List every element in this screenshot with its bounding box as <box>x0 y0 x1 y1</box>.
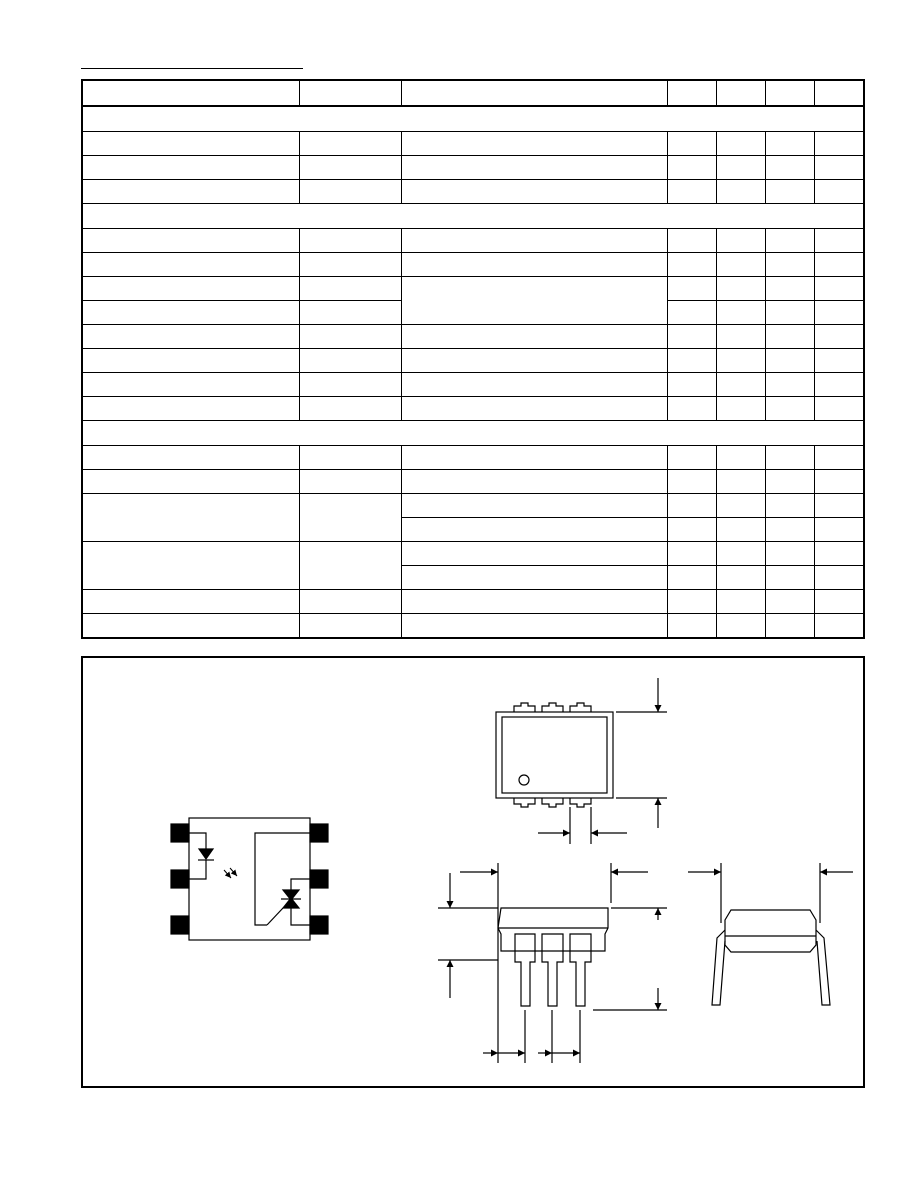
table-row <box>82 614 864 639</box>
table-row <box>82 277 864 301</box>
header-unit <box>814 80 864 106</box>
pin-1-pad <box>171 824 189 842</box>
table-row <box>82 590 864 614</box>
package-top-view <box>496 678 667 844</box>
pin-3-pad <box>171 916 189 934</box>
header-symbol <box>299 80 401 106</box>
schematic-diagram <box>171 818 328 940</box>
header-typ <box>716 80 765 106</box>
end-pin-left <box>712 930 725 1005</box>
section-heading <box>82 204 864 229</box>
pin-6-pad <box>310 824 328 842</box>
table-row <box>82 397 864 421</box>
title-rule <box>81 68 303 69</box>
table-row <box>82 373 864 397</box>
section-row <box>82 421 864 446</box>
pin-4-pad <box>310 916 328 934</box>
table-row <box>82 229 864 253</box>
pin-2-pad <box>171 870 189 888</box>
package-drawings <box>83 658 863 1086</box>
pin-1-orientation-mark <box>519 775 529 785</box>
table-row <box>82 446 864 470</box>
section-row <box>82 204 864 229</box>
triac-icon <box>255 833 310 925</box>
package-drawing-box <box>81 656 865 1088</box>
end-view-body <box>725 910 816 952</box>
table-row <box>82 253 864 277</box>
end-pin-right <box>816 930 830 1005</box>
header-test-conditions <box>401 80 667 106</box>
merged-symbol-cell <box>299 542 401 590</box>
merged-symbol-cell <box>299 494 401 542</box>
led-icon <box>189 833 214 879</box>
light-arrows-icon <box>224 868 237 878</box>
header-parameter <box>82 80 299 106</box>
table-row <box>82 494 864 518</box>
pin-5-pad <box>310 870 328 888</box>
table-header-row <box>82 80 864 106</box>
side-pin-1 <box>515 934 535 1006</box>
table-row <box>82 132 864 156</box>
top-view-pin-tabs <box>514 703 591 807</box>
table-row <box>82 349 864 373</box>
package-side-view <box>438 863 667 1063</box>
header-min <box>667 80 716 106</box>
table-row <box>82 156 864 180</box>
electrical-characteristics-table <box>81 79 865 639</box>
side-pin-3 <box>570 934 591 1006</box>
merged-parameter-cell <box>82 494 299 542</box>
table-row <box>82 470 864 494</box>
package-end-view <box>688 863 853 1005</box>
merged-parameter-cell <box>82 542 299 590</box>
side-pin-2 <box>542 934 563 1006</box>
section-row <box>82 106 864 132</box>
table-row <box>82 180 864 204</box>
top-view-body <box>496 712 613 798</box>
merged-condition-cell <box>401 277 667 325</box>
section-heading <box>82 106 864 132</box>
table-row <box>82 542 864 566</box>
table-row <box>82 325 864 349</box>
section-heading <box>82 421 864 446</box>
header-max <box>765 80 814 106</box>
